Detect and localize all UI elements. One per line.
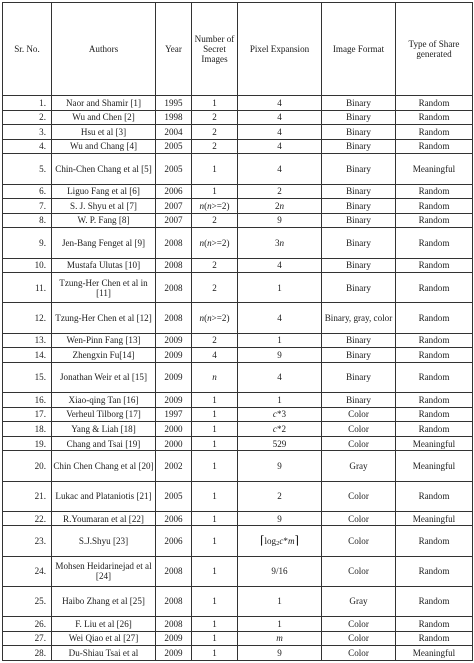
cell-share-type: Random (396, 258, 473, 273)
cell-authors: Jonathan Weir et al [15] (52, 362, 156, 392)
cell-sr-no: 6. (3, 184, 52, 199)
cell-pixel-expansion: 1 (238, 586, 322, 616)
cell-pixel-expansion: 4 (238, 154, 322, 184)
cell-secret-images: n(n>=2) (192, 303, 238, 333)
table-row (3, 617, 473, 632)
cell-secret-images: 1 (192, 393, 238, 408)
cell-secret-images: 1 (192, 631, 238, 646)
cell-secret-images: 2 (192, 213, 238, 228)
cell-sr-no: 25. (3, 586, 52, 616)
table-row (3, 526, 473, 556)
cell-image-format: Gray (322, 586, 396, 616)
cell-authors: Wu and Chen [2] (52, 110, 156, 125)
cell-sr-no: 19. (3, 436, 52, 451)
cell-authors: Mustafa Ulutas [10] (52, 258, 156, 273)
cell-image-format: Color (322, 617, 396, 632)
cell-authors: Lukac and Plataniotis [21] (52, 481, 156, 511)
cell-year: 1997 (156, 407, 192, 422)
cell-year: 2005 (156, 154, 192, 184)
cell-sr-no: 20. (3, 451, 52, 481)
cell-share-type: Random (396, 617, 473, 632)
cell-year: 2007 (156, 199, 192, 214)
cell-image-format: Gray (322, 451, 396, 481)
cell-image-format: Color (322, 481, 396, 511)
cell-year: 2002 (156, 451, 192, 481)
table-row (3, 213, 473, 228)
cell-authors: Wei Qiao et al [27] (52, 631, 156, 646)
cell-share-type: Random (396, 422, 473, 437)
cell-authors: Wu and Chang [4] (52, 139, 156, 154)
cell-pixel-expansion: 2 (238, 481, 322, 511)
cell-pixel-expansion: 1 (238, 333, 322, 348)
cell-image-format: Binary (322, 333, 396, 348)
cell-sr-no: 22. (3, 511, 52, 526)
cell-sr-no: 2. (3, 110, 52, 125)
table-row (3, 436, 473, 451)
cell-pixel-expansion: 1 (238, 617, 322, 632)
cell-secret-images: 2 (192, 125, 238, 140)
cell-pixel-expansion: 4 (238, 362, 322, 392)
cell-pixel-expansion: 4 (238, 139, 322, 154)
cell-share-type: Random (396, 556, 473, 586)
cell-share-type: Random (396, 481, 473, 511)
cell-sr-no: 15. (3, 362, 52, 392)
table-row (3, 110, 473, 125)
cell-image-format: Color (322, 631, 396, 646)
cell-pixel-expansion: 3n (238, 228, 322, 258)
table-row (3, 481, 473, 511)
cell-share-type: Random (396, 184, 473, 199)
cell-year: 2009 (156, 631, 192, 646)
cell-year: 2008 (156, 303, 192, 333)
cell-image-format: Binary (322, 348, 396, 363)
comparison-table (2, 2, 473, 661)
cell-secret-images: 1 (192, 96, 238, 111)
cell-secret-images: 1 (192, 184, 238, 199)
cell-share-type: Meaningful (396, 511, 473, 526)
cell-pixel-expansion: 2n (238, 199, 322, 214)
cell-share-type: Random (396, 199, 473, 214)
table-row (3, 273, 473, 303)
cell-sr-no: 1. (3, 96, 52, 111)
cell-share-type: Random (396, 631, 473, 646)
cell-sr-no: 4. (3, 139, 52, 154)
header-row (3, 3, 473, 96)
table-row (3, 511, 473, 526)
cell-pixel-expansion: 4 (238, 303, 322, 333)
header-authors: Authors (52, 3, 156, 96)
header-pixel-expansion: Pixel Expansion (238, 3, 322, 96)
cell-sr-no: 10. (3, 258, 52, 273)
header-share-type: Type of Share generated (396, 3, 473, 96)
cell-sr-no: 14. (3, 348, 52, 363)
cell-year: 2009 (156, 348, 192, 363)
cell-pixel-expansion: 529 (238, 436, 322, 451)
cell-image-format: Color (322, 511, 396, 526)
cell-authors: Zhengxin Fu[14] (52, 348, 156, 363)
cell-share-type: Random (396, 125, 473, 140)
cell-authors: S.J.Shyu [23] (52, 526, 156, 556)
cell-image-format: Binary (322, 362, 396, 392)
cell-share-type: Random (396, 303, 473, 333)
cell-image-format: Binary (322, 213, 396, 228)
cell-share-type: Meaningful (396, 646, 473, 661)
cell-sr-no: 23. (3, 526, 52, 556)
cell-sr-no: 16. (3, 393, 52, 408)
cell-image-format: Binary (322, 154, 396, 184)
cell-secret-images: 1 (192, 422, 238, 437)
cell-year: 2006 (156, 184, 192, 199)
cell-year: 2004 (156, 125, 192, 140)
cell-secret-images: n(n>=2) (192, 228, 238, 258)
header-year: Year (156, 3, 192, 96)
table-row (3, 631, 473, 646)
cell-share-type: Random (396, 228, 473, 258)
table-row (3, 407, 473, 422)
cell-pixel-expansion: 4 (238, 96, 322, 111)
table-row (3, 96, 473, 111)
cell-secret-images: 2 (192, 273, 238, 303)
cell-pixel-expansion: 9 (238, 348, 322, 363)
cell-year: 2009 (156, 646, 192, 661)
header-image-format: Image Format (322, 3, 396, 96)
cell-pixel-expansion: c*3 (238, 407, 322, 422)
cell-year: 2006 (156, 526, 192, 556)
cell-year: 2008 (156, 258, 192, 273)
cell-share-type: Random (396, 407, 473, 422)
cell-authors: R.Youmaran et al [22] (52, 511, 156, 526)
cell-share-type: Meaningful (396, 154, 473, 184)
header-secret-images: Number of Secret Images (192, 3, 238, 96)
cell-authors: Du-Shiau Tsai et al (52, 646, 156, 661)
table-row (3, 184, 473, 199)
cell-secret-images: 2 (192, 139, 238, 154)
cell-sr-no: 27. (3, 631, 52, 646)
cell-sr-no: 8. (3, 213, 52, 228)
cell-authors: S. J. Shyu et al [7] (52, 199, 156, 214)
table-row (3, 556, 473, 586)
cell-image-format: Binary (322, 184, 396, 199)
cell-sr-no: 18. (3, 422, 52, 437)
cell-secret-images: 2 (192, 110, 238, 125)
table-row (3, 333, 473, 348)
cell-authors: Haibo Zhang et al [25] (52, 586, 156, 616)
cell-year: 2008 (156, 273, 192, 303)
cell-pixel-expansion: 4 (238, 125, 322, 140)
cell-image-format: Color (322, 436, 396, 451)
table-row (3, 362, 473, 392)
cell-year: 2009 (156, 393, 192, 408)
cell-authors: W. P. Fang [8] (52, 213, 156, 228)
cell-year: 2005 (156, 139, 192, 154)
cell-secret-images: 2 (192, 333, 238, 348)
cell-pixel-expansion: 1 (238, 393, 322, 408)
cell-image-format: Binary (322, 393, 396, 408)
cell-share-type: Random (396, 362, 473, 392)
cell-secret-images: 2 (192, 258, 238, 273)
cell-image-format: Binary (322, 110, 396, 125)
cell-sr-no: 5. (3, 154, 52, 184)
cell-share-type: Random (396, 96, 473, 111)
cell-secret-images: 1 (192, 154, 238, 184)
cell-pixel-expansion: c*2 (238, 422, 322, 437)
cell-year: 1998 (156, 110, 192, 125)
cell-secret-images: 1 (192, 617, 238, 632)
cell-image-format: Binary (322, 228, 396, 258)
cell-secret-images: 4 (192, 348, 238, 363)
cell-image-format: Color (322, 646, 396, 661)
cell-secret-images: 1 (192, 436, 238, 451)
cell-pixel-expansion: 9 (238, 451, 322, 481)
cell-authors: Wen-Pinn Fang [13] (52, 333, 156, 348)
cell-image-format: Binary (322, 258, 396, 273)
cell-authors: Liguo Fang et al [6] (52, 184, 156, 199)
cell-authors: Chin Chen Chang et al [20] (52, 451, 156, 481)
cell-image-format: Binary (322, 139, 396, 154)
table-row (3, 139, 473, 154)
cell-sr-no: 26. (3, 617, 52, 632)
cell-authors: Verheul Tilborg [17] (52, 407, 156, 422)
cell-share-type: Random (396, 348, 473, 363)
table-row (3, 451, 473, 481)
cell-share-type: Random (396, 333, 473, 348)
cell-secret-images: 1 (192, 646, 238, 661)
cell-year: 2009 (156, 333, 192, 348)
cell-sr-no: 28. (3, 646, 52, 661)
cell-authors: Naor and Shamir [1] (52, 96, 156, 111)
cell-authors: Yang & Liah [18] (52, 422, 156, 437)
cell-sr-no: 17. (3, 407, 52, 422)
cell-pixel-expansion: 9 (238, 213, 322, 228)
cell-sr-no: 12. (3, 303, 52, 333)
cell-share-type: Random (396, 526, 473, 556)
cell-share-type: Random (396, 213, 473, 228)
cell-share-type: Meaningful (396, 436, 473, 451)
cell-sr-no: 24. (3, 556, 52, 586)
cell-image-format: Binary (322, 96, 396, 111)
cell-authors: Chin-Chen Chang et al [5] (52, 154, 156, 184)
cell-pixel-expansion: 9 (238, 646, 322, 661)
cell-secret-images: 1 (192, 481, 238, 511)
cell-year: 2008 (156, 556, 192, 586)
table-row (3, 393, 473, 408)
cell-pixel-expansion: 4 (238, 258, 322, 273)
cell-year: 2000 (156, 422, 192, 437)
cell-share-type: Random (396, 110, 473, 125)
cell-share-type: Random (396, 586, 473, 616)
cell-year: 2007 (156, 213, 192, 228)
cell-year: 2005 (156, 481, 192, 511)
table-row (3, 348, 473, 363)
cell-secret-images: n(n>=2) (192, 199, 238, 214)
cell-share-type: Random (396, 139, 473, 154)
cell-pixel-expansion: 1 (238, 273, 322, 303)
cell-image-format: Color (322, 526, 396, 556)
cell-image-format: Color (322, 407, 396, 422)
cell-authors: F. Liu et al [26] (52, 617, 156, 632)
cell-year: 2008 (156, 228, 192, 258)
cell-pixel-expansion: ⌈log2c*m⌉ (238, 526, 322, 556)
cell-year: 2008 (156, 617, 192, 632)
cell-year: 2000 (156, 436, 192, 451)
table-row (3, 154, 473, 184)
table-row (3, 199, 473, 214)
cell-sr-no: 21. (3, 481, 52, 511)
table-row (3, 646, 473, 661)
table-row (3, 125, 473, 140)
cell-authors: Chang and Tsai [19] (52, 436, 156, 451)
table-body (3, 96, 473, 661)
cell-pixel-expansion: 2 (238, 184, 322, 199)
cell-pixel-expansion: 9/16 (238, 556, 322, 586)
cell-pixel-expansion: 4 (238, 110, 322, 125)
cell-authors: Mohsen Heidarinejad et al [24] (52, 556, 156, 586)
cell-year: 2008 (156, 586, 192, 616)
cell-authors: Tzung-Her Chen et al in [11] (52, 273, 156, 303)
cell-sr-no: 7. (3, 199, 52, 214)
table-row (3, 422, 473, 437)
cell-year: 1995 (156, 96, 192, 111)
cell-image-format: Binary, gray, color (322, 303, 396, 333)
cell-image-format: Color (322, 556, 396, 586)
cell-secret-images: 1 (192, 556, 238, 586)
cell-image-format: Color (322, 422, 396, 437)
cell-pixel-expansion: m (238, 631, 322, 646)
table-row (3, 258, 473, 273)
cell-image-format: Binary (322, 125, 396, 140)
cell-secret-images: n (192, 362, 238, 392)
table-row (3, 228, 473, 258)
cell-pixel-expansion: 9 (238, 511, 322, 526)
cell-share-type: Random (396, 393, 473, 408)
cell-sr-no: 3. (3, 125, 52, 140)
header-sr-no: Sr. No. (3, 3, 52, 96)
cell-secret-images: 1 (192, 451, 238, 481)
cell-authors: Jen-Bang Fenget al [9] (52, 228, 156, 258)
cell-authors: Xiao-qing Tan [16] (52, 393, 156, 408)
cell-sr-no: 13. (3, 333, 52, 348)
cell-year: 2009 (156, 362, 192, 392)
cell-year: 2006 (156, 511, 192, 526)
cell-share-type: Meaningful (396, 451, 473, 481)
cell-secret-images: 1 (192, 407, 238, 422)
cell-secret-images: 1 (192, 511, 238, 526)
cell-authors: Tzung-Her Chen et al [12] (52, 303, 156, 333)
table-row (3, 303, 473, 333)
cell-sr-no: 9. (3, 228, 52, 258)
table-row (3, 586, 473, 616)
cell-share-type: Random (396, 273, 473, 303)
cell-image-format: Binary (322, 273, 396, 303)
cell-sr-no: 11. (3, 273, 52, 303)
cell-image-format: Binary (322, 199, 396, 214)
cell-authors: Hsu et al [3] (52, 125, 156, 140)
cell-secret-images: 1 (192, 526, 238, 556)
cell-secret-images: 1 (192, 586, 238, 616)
